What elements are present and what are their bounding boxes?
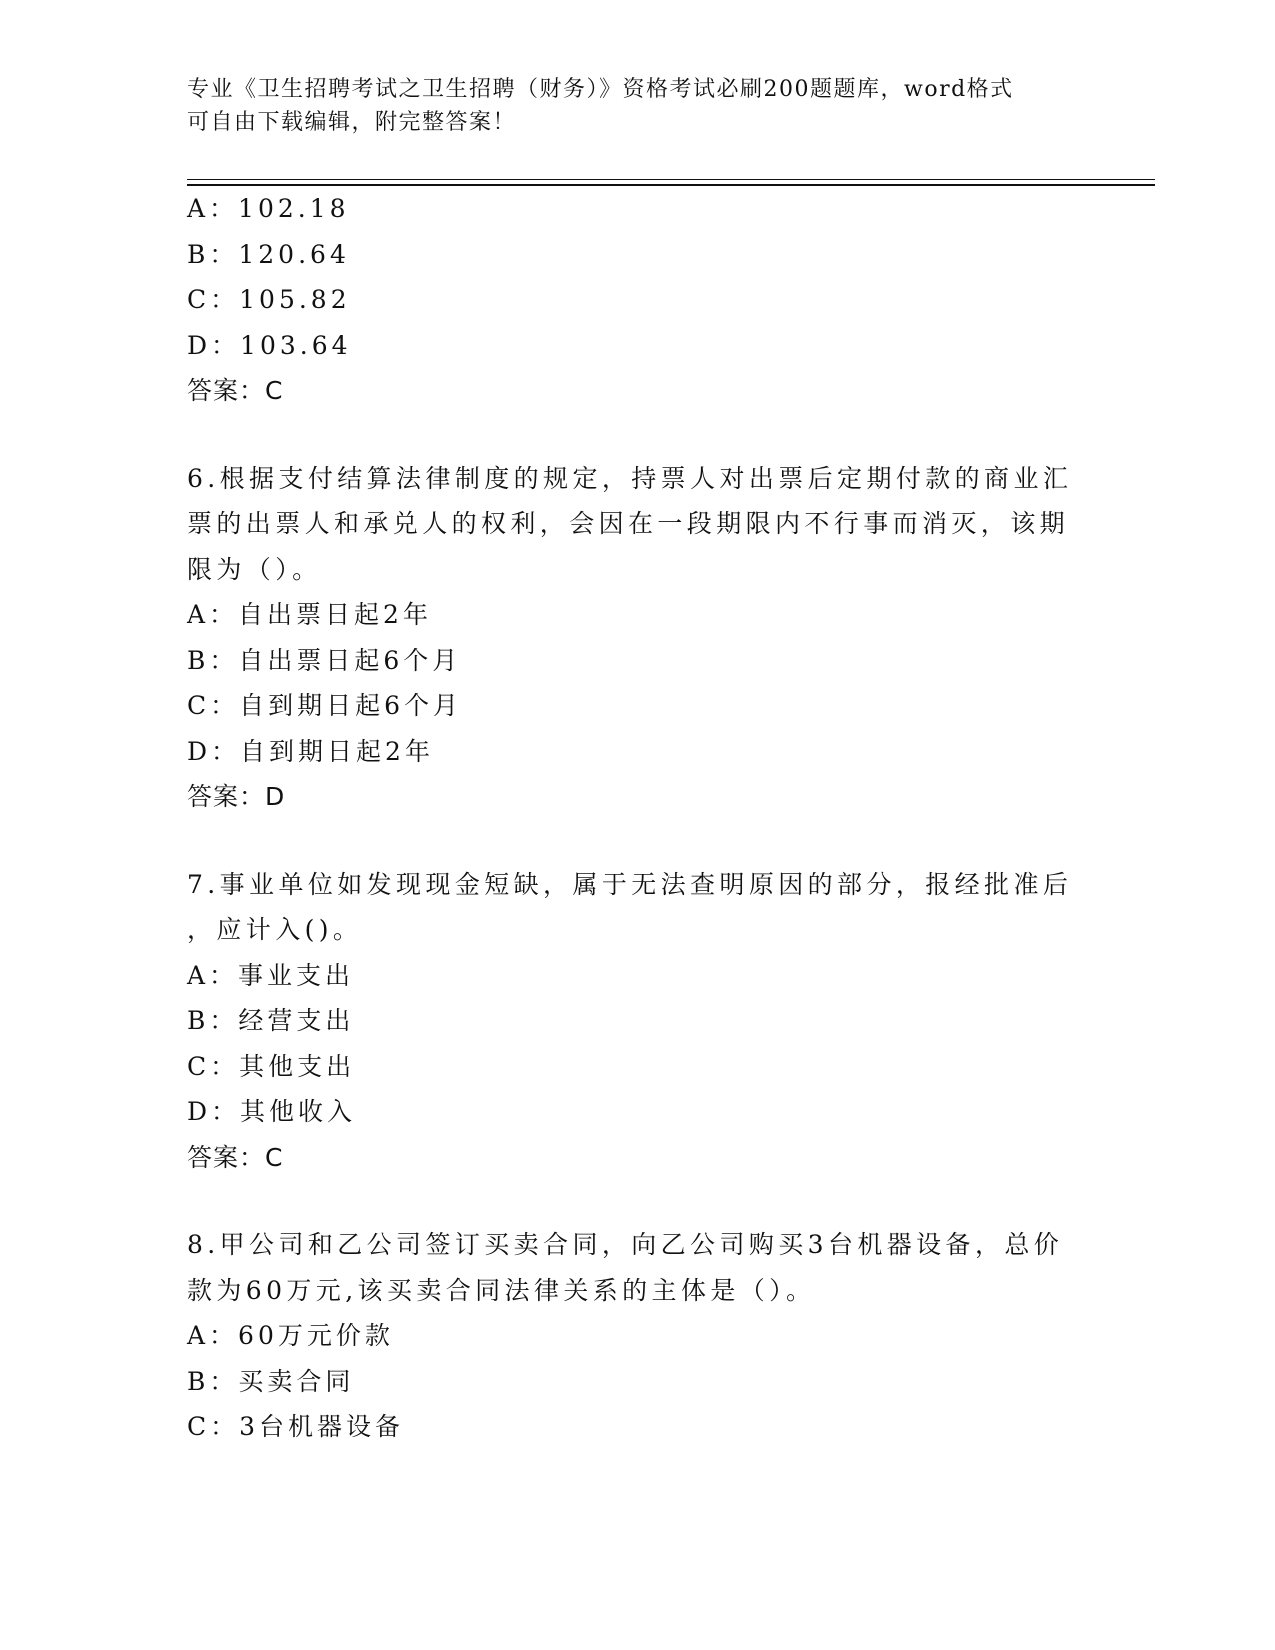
- option-d: D：103.64: [187, 330, 352, 360]
- option-c: C：自到期日起6个月: [187, 691, 463, 720]
- question-text-line: 款为60万元,该买卖合同法律关系的主体是（）。: [187, 1275, 816, 1305]
- spacer: [187, 820, 1087, 862]
- option-c: C：105.82: [187, 285, 351, 314]
- spacer: [187, 414, 1087, 456]
- option-a: A：102.18: [187, 194, 350, 223]
- question-8: [187, 1222, 1087, 1450]
- question-text-line: 6.根据支付结算法律制度的规定，持票人对出票后定期付款的商业汇: [187, 463, 1073, 493]
- question-text-line: 7.事业单位如发现现金短缺，属于无法查明原因的部分，报经批准后: [187, 869, 1073, 899]
- option-d: D：自到期日起2年: [187, 736, 434, 766]
- question-list: [187, 186, 1087, 1450]
- question-text-line: 8.甲公司和乙公司签订买卖合同，向乙公司购买3台机器设备，总价: [187, 1230, 1064, 1259]
- question-7: [187, 862, 1087, 1181]
- option-a: A：自出票日起2年: [187, 600, 432, 629]
- answer-line: 答案：D: [187, 782, 286, 811]
- document-header: [187, 73, 1087, 139]
- spacer: [187, 1180, 1087, 1222]
- question-text-line: 限为（）。: [187, 554, 322, 584]
- option-c: C：3台机器设备: [187, 1412, 405, 1441]
- option-d: D：其他收入: [187, 1097, 357, 1126]
- header-line-2: 可自由下载编辑，附完整答案！: [187, 110, 517, 135]
- header-line-1: 专业《卫生招聘考试之卫生招聘（财务）》资格考试必刷200题题库，word格式: [187, 77, 1014, 102]
- answer-line: 答案：C: [187, 1142, 284, 1172]
- question-text-line: ，应计入()。: [187, 915, 363, 944]
- option-a: A：60万元价款: [187, 1321, 394, 1350]
- option-b: B：经营支出: [187, 1006, 355, 1035]
- option-a: A：事业支出: [187, 960, 355, 990]
- question-6: [187, 456, 1087, 820]
- question-5-tail: [187, 186, 1087, 414]
- header-rule-thin: [187, 179, 1155, 180]
- answer-line: 答案：C: [187, 376, 284, 405]
- option-b: B：自出票日起6个月: [187, 645, 462, 675]
- option-b: B：120.64: [187, 239, 350, 269]
- option-b: B：买卖合同: [187, 1366, 355, 1396]
- question-text-line: 票的出票人和承兑人的权利，会因在一段期限内不行事而消灭，该期: [187, 509, 1070, 538]
- option-c: C：其他支出: [187, 1051, 356, 1081]
